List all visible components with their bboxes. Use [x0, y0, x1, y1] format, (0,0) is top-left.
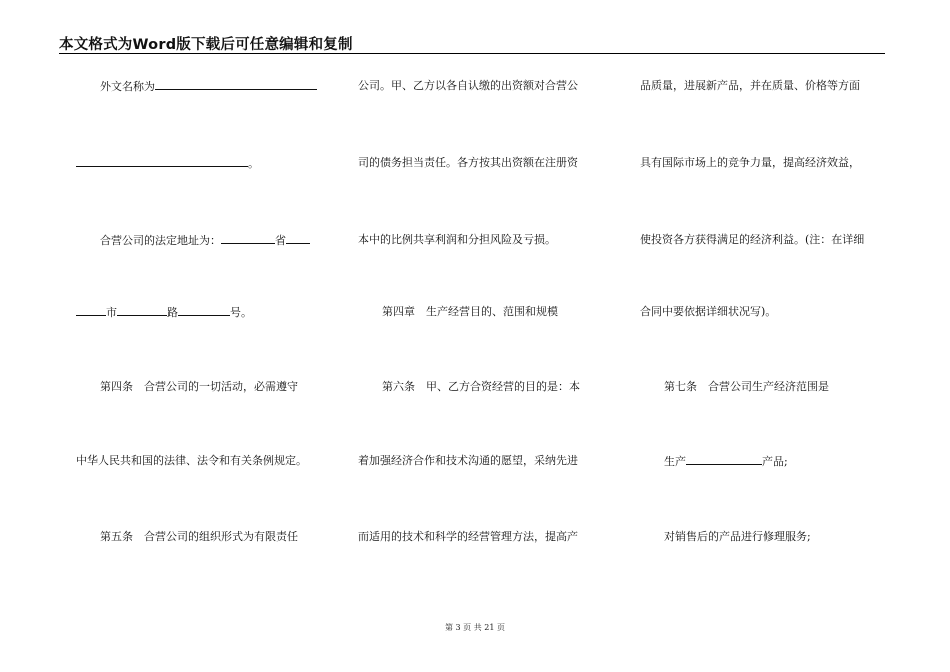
paragraph-line: 中华人民共和国的法律、法令和有关条例规定。 [76, 454, 307, 467]
paragraph-line: 第四条 合营公司的一切活动，必需遵守 [100, 380, 298, 393]
paragraph-line: 品质量，进展新产品，并在质量、价格等方面 [640, 79, 860, 92]
paragraph-line: 本中的比例共享利润和分担风险及亏损。 [358, 233, 556, 246]
page-number: 第 3 页 共 21 页 [445, 623, 505, 632]
fill-blank [155, 78, 317, 90]
line-text: 。 [248, 157, 259, 170]
fill-blank [221, 232, 275, 244]
line-text: 号。 [230, 306, 252, 319]
line-text: 市 [106, 306, 117, 319]
paragraph-line: 司的债务担当责任。各方按其出资额在注册资 [358, 156, 578, 169]
line-text: 产品; [762, 455, 788, 468]
paragraph-line: 公司。甲、乙方以各自认缴的出资额对合营公 [358, 79, 578, 92]
paragraph-line [76, 78, 317, 94]
fill-blank [76, 155, 248, 167]
paragraph-line: 第七条 合营公司生产经济范围是 [664, 380, 829, 393]
paragraph-line: 对销售后的产品进行修理服务; [664, 530, 811, 543]
chapter-heading: 第四章 生产经营目的、范围和规模 [382, 305, 558, 318]
paragraph-line: 而适用的技术和科学的经营管理方法，提高产 [358, 530, 578, 543]
fill-blank [286, 232, 310, 244]
paragraph-line: 具有国际市场上的竞争力量，提高经济效益， [640, 156, 860, 169]
line-text: 外文名称为 [100, 80, 155, 93]
line-text: 生产 [664, 455, 686, 468]
paragraph-line [76, 304, 252, 320]
paragraph-line [76, 155, 259, 171]
fill-blank [686, 453, 762, 465]
paragraph-line: 着加强经济合作和技术沟通的愿望，采纳先进 [358, 454, 578, 467]
line-text: 路 [167, 306, 178, 319]
header-title: 本文格式为Word版下载后可任意编辑和复制 [59, 37, 353, 53]
paragraph-line: 第六条 甲、乙方合资经营的目的是：本 [382, 380, 580, 393]
fill-blank [117, 304, 167, 316]
paragraph-line [640, 453, 788, 469]
fill-blank [76, 304, 106, 316]
paragraph-line: 合同中要依据详细状况写)。 [640, 305, 777, 318]
line-text: 合营公司的法定地址为： [100, 234, 221, 247]
line-text: 省 [275, 234, 286, 247]
page-header [59, 33, 885, 54]
fill-blank [178, 304, 230, 316]
paragraph-line: 使投资各方获得满足的经济利益。(注：在详细 [640, 233, 865, 246]
paragraph-line: 第五条 合营公司的组织形式为有限责任 [100, 530, 298, 543]
paragraph-line [76, 232, 310, 248]
